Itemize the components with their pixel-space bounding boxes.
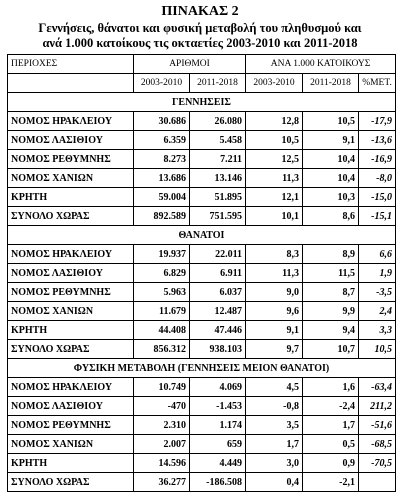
pct-change-cell: -51,6 (359, 416, 396, 435)
absolute-2003-2010-cell: 10.749 (134, 378, 190, 397)
absolute-2003-2010-cell: 59.004 (134, 188, 190, 207)
rate-2003-2010-cell: -0,8 (246, 397, 303, 416)
absolute-2011-2018-cell: 659 (190, 435, 246, 454)
header-row-2 (8, 74, 396, 93)
table-row (8, 397, 396, 416)
absolute-2011-2018-cell: 12.487 (190, 302, 246, 321)
table-row (8, 454, 396, 473)
pct-change-cell: -15,0 (359, 188, 396, 207)
pct-change-cell: -13,6 (359, 131, 396, 150)
region-cell: ΝΟΜΟΣ ΧΑΝΙΩΝ (8, 169, 134, 188)
table-row (8, 169, 396, 188)
absolute-2011-2018-cell: 938.103 (190, 340, 246, 359)
rate-2011-2018-cell: 8,7 (303, 283, 359, 302)
rate-2011-2018-cell: 9,1 (303, 131, 359, 150)
absolute-2011-2018-cell: 4.069 (190, 378, 246, 397)
rate-2011-2018-cell: 1,7 (303, 416, 359, 435)
absolute-2003-2010-cell: 44.408 (134, 321, 190, 340)
rate-2003-2010-cell: 0,4 (246, 473, 303, 492)
table-row (8, 473, 396, 492)
header-period-4: 2011-2018 (303, 74, 359, 93)
absolute-2003-2010-cell: 19.937 (134, 245, 190, 264)
region-cell: ΝΟΜΟΣ ΧΑΝΙΩΝ (8, 302, 134, 321)
region-cell: ΝΟΜΟΣ ΛΑΣΙΘΙΟΥ (8, 397, 134, 416)
section-row (8, 226, 396, 245)
absolute-2003-2010-cell: 36.277 (134, 473, 190, 492)
absolute-2011-2018-cell: 4.449 (190, 454, 246, 473)
rate-2003-2010-cell: 11,3 (246, 169, 303, 188)
region-cell: ΝΟΜΟΣ ΗΡΑΚΛΕΙΟΥ (8, 245, 134, 264)
pct-change-cell: 211,2 (359, 397, 396, 416)
absolute-2003-2010-cell: -470 (134, 397, 190, 416)
rate-2011-2018-cell: 10,7 (303, 340, 359, 359)
absolute-2003-2010-cell: 11.679 (134, 302, 190, 321)
rate-2003-2010-cell: 1,7 (246, 435, 303, 454)
header-absolute: ΑΡΙΘΜΟΙ (134, 55, 246, 74)
header-row-1 (8, 55, 396, 74)
header-period-2: 2011-2018 (190, 74, 246, 93)
header-per-thousand: ΑΝΑ 1.000 ΚΑΤΟΙΚΟΥΣ (246, 55, 396, 74)
absolute-2011-2018-cell: -186.508 (190, 473, 246, 492)
rate-2003-2010-cell: 4,5 (246, 378, 303, 397)
rate-2011-2018-cell: 11,5 (303, 264, 359, 283)
header-empty (8, 74, 134, 93)
subtitle-line-1: Γεννήσεις, θάνατοι και φυσική μεταβολή του πληθυσμού και (38, 21, 362, 35)
rate-2003-2010-cell: 12,5 (246, 150, 303, 169)
table-row (8, 207, 396, 226)
rate-2003-2010-cell: 12,1 (246, 188, 303, 207)
pct-change-cell: 1,9 (359, 264, 396, 283)
region-cell: ΚΡΗΤΗ (8, 321, 134, 340)
statistics-table (7, 54, 396, 492)
absolute-2011-2018-cell: 13.146 (190, 169, 246, 188)
table-row (8, 416, 396, 435)
pct-change-cell: -16,9 (359, 150, 396, 169)
absolute-2003-2010-cell: 2.310 (134, 416, 190, 435)
table-row (8, 245, 396, 264)
rate-2003-2010-cell: 9,7 (246, 340, 303, 359)
rate-2003-2010-cell: 11,3 (246, 264, 303, 283)
rate-2003-2010-cell: 3,0 (246, 454, 303, 473)
table-row (8, 112, 396, 131)
rate-2011-2018-cell: 9,4 (303, 321, 359, 340)
absolute-2003-2010-cell: 892.589 (134, 207, 190, 226)
table-row (8, 378, 396, 397)
rate-2011-2018-cell: -2,4 (303, 397, 359, 416)
region-cell: ΝΟΜΟΣ ΗΡΑΚΛΕΙΟΥ (8, 378, 134, 397)
pct-change-cell: -3,5 (359, 283, 396, 302)
rate-2011-2018-cell: 10,4 (303, 150, 359, 169)
absolute-2003-2010-cell: 5.963 (134, 283, 190, 302)
table-body (8, 55, 396, 492)
absolute-2003-2010-cell: 6.829 (134, 264, 190, 283)
region-cell: ΚΡΗΤΗ (8, 454, 134, 473)
rate-2011-2018-cell: 10,4 (303, 169, 359, 188)
rate-2011-2018-cell: 8,9 (303, 245, 359, 264)
absolute-2003-2010-cell: 856.312 (134, 340, 190, 359)
rate-2011-2018-cell: 0,5 (303, 435, 359, 454)
absolute-2011-2018-cell: -1.453 (190, 397, 246, 416)
table-title: ΠΙΝΑΚΑΣ 2 (161, 4, 239, 19)
table-row (8, 340, 396, 359)
rate-2011-2018-cell: 0,9 (303, 454, 359, 473)
region-cell: ΝΟΜΟΣ ΡΕΘΥΜΝΗΣ (8, 283, 134, 302)
rate-2011-2018-cell: 10,3 (303, 188, 359, 207)
pct-change-cell: -68,5 (359, 435, 396, 454)
header-pct-change: %ΜΕΤ. (359, 74, 396, 93)
region-cell: ΝΟΜΟΣ ΗΡΑΚΛΕΙΟΥ (8, 112, 134, 131)
header-regions: ΠΕΡΙΟΧΕΣ (8, 55, 134, 74)
absolute-2011-2018-cell: 22.011 (190, 245, 246, 264)
pct-change-cell: -17,9 (359, 112, 396, 131)
pct-change-cell (359, 473, 396, 492)
absolute-2003-2010-cell: 30.686 (134, 112, 190, 131)
pct-change-cell: 10,5 (359, 340, 396, 359)
absolute-2011-2018-cell: 7.211 (190, 150, 246, 169)
rate-2011-2018-cell: 8,6 (303, 207, 359, 226)
absolute-2011-2018-cell: 6.911 (190, 264, 246, 283)
region-cell: ΝΟΜΟΣ ΡΕΘΥΜΝΗΣ (8, 416, 134, 435)
rate-2003-2010-cell: 3,5 (246, 416, 303, 435)
table-row (8, 321, 396, 340)
region-cell: ΝΟΜΟΣ ΡΕΘΥΜΝΗΣ (8, 150, 134, 169)
rate-2003-2010-cell: 9,6 (246, 302, 303, 321)
table-row (8, 302, 396, 321)
rate-2011-2018-cell: 1,6 (303, 378, 359, 397)
section-title: ΓΕΝΝΗΣΕΙΣ (8, 93, 396, 112)
section-row (8, 93, 396, 112)
absolute-2011-2018-cell: 5.458 (190, 131, 246, 150)
pct-change-cell: 2,4 (359, 302, 396, 321)
pct-change-cell: -15,1 (359, 207, 396, 226)
pct-change-cell: -70,5 (359, 454, 396, 473)
rate-2003-2010-cell: 10,5 (246, 131, 303, 150)
section-title: ΘΑΝΑΤΟΙ (8, 226, 396, 245)
absolute-2011-2018-cell: 6.037 (190, 283, 246, 302)
section-title: ΦΥΣΙΚΗ ΜΕΤΑΒΟΛΗ (ΓΕΝΝΗΣΕΙΣ ΜΕΙΟΝ ΘΑΝΑΤΟΙ) (8, 359, 396, 378)
absolute-2011-2018-cell: 751.595 (190, 207, 246, 226)
region-cell: ΝΟΜΟΣ ΛΑΣΙΘΙΟΥ (8, 264, 134, 283)
rate-2011-2018-cell: 9,9 (303, 302, 359, 321)
rate-2003-2010-cell: 9,1 (246, 321, 303, 340)
table-row (8, 150, 396, 169)
table-row (8, 283, 396, 302)
region-cell: ΣΥΝΟΛΟ ΧΩΡΑΣ (8, 473, 134, 492)
header-period-3: 2003-2010 (246, 74, 303, 93)
pct-change-cell: -8,0 (359, 169, 396, 188)
absolute-2003-2010-cell: 6.359 (134, 131, 190, 150)
rate-2003-2010-cell: 8,3 (246, 245, 303, 264)
region-cell: ΣΥΝΟΛΟ ΧΩΡΑΣ (8, 340, 134, 359)
region-cell: ΚΡΗΤΗ (8, 188, 134, 207)
rate-2003-2010-cell: 9,0 (246, 283, 303, 302)
table-subtitle (0, 21, 400, 51)
absolute-2011-2018-cell: 51.895 (190, 188, 246, 207)
region-cell: ΝΟΜΟΣ ΧΑΝΙΩΝ (8, 435, 134, 454)
absolute-2003-2010-cell: 13.686 (134, 169, 190, 188)
rate-2011-2018-cell: -2,1 (303, 473, 359, 492)
pct-change-cell: 3,3 (359, 321, 396, 340)
pct-change-cell: 6,6 (359, 245, 396, 264)
absolute-2011-2018-cell: 47.446 (190, 321, 246, 340)
pct-change-cell: -63,4 (359, 378, 396, 397)
table-row (8, 131, 396, 150)
region-cell: ΣΥΝΟΛΟ ΧΩΡΑΣ (8, 207, 134, 226)
subtitle-line-2: ανά 1.000 κατοίκους τις οκταετίες 2003-2010 και 2011-2018 (42, 36, 358, 50)
section-row (8, 359, 396, 378)
region-cell: ΝΟΜΟΣ ΛΑΣΙΘΙΟΥ (8, 131, 134, 150)
rate-2003-2010-cell: 12,8 (246, 112, 303, 131)
table-row (8, 435, 396, 454)
table-row (8, 264, 396, 283)
absolute-2003-2010-cell: 2.007 (134, 435, 190, 454)
rate-2003-2010-cell: 10,1 (246, 207, 303, 226)
absolute-2003-2010-cell: 8.273 (134, 150, 190, 169)
absolute-2011-2018-cell: 26.080 (190, 112, 246, 131)
header-period-1: 2003-2010 (134, 74, 190, 93)
rate-2011-2018-cell: 10,5 (303, 112, 359, 131)
table-row (8, 188, 396, 207)
absolute-2011-2018-cell: 1.174 (190, 416, 246, 435)
absolute-2003-2010-cell: 14.596 (134, 454, 190, 473)
